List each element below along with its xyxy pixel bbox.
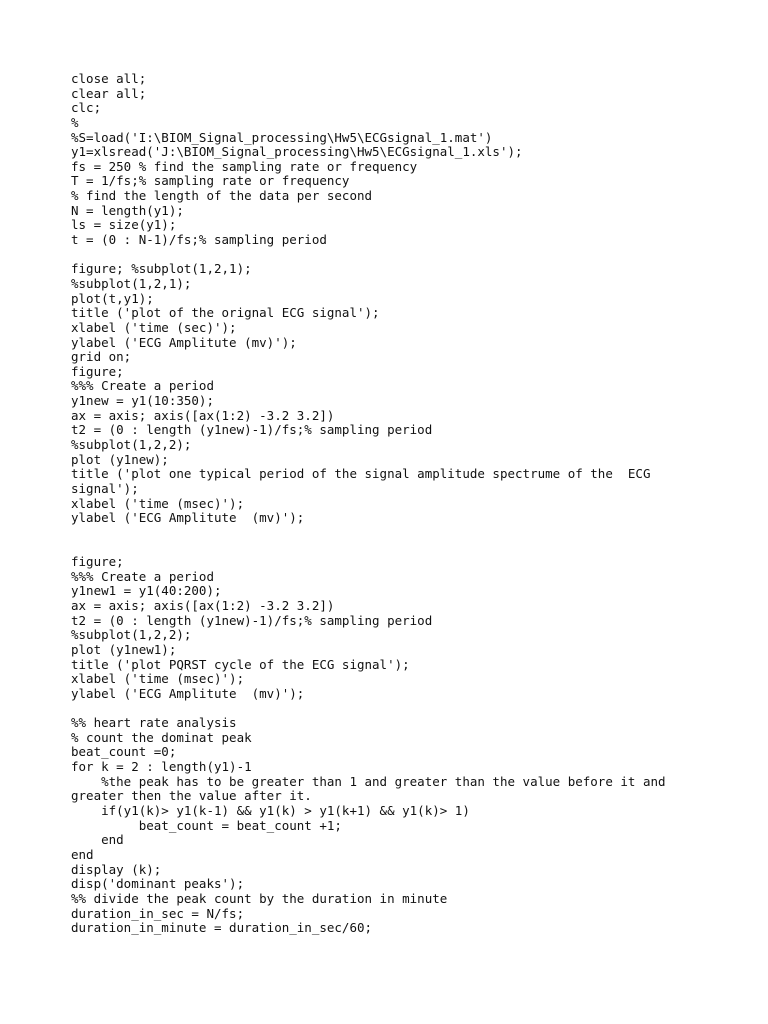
code-line: ylabel ('ECG Amplitute (mv)');	[71, 510, 305, 526]
code-line: title ('plot of the orignal ECG signal');	[71, 305, 380, 321]
code-line: %%% Create a period	[71, 378, 214, 394]
code-line: % count the dominat peak	[71, 729, 252, 745]
code-line: if(y1(k)> y1(k-1) && y1(k) > y1(k+1) && y1(k)> 1)	[71, 803, 470, 819]
code-line: figure;	[71, 363, 124, 379]
code-line	[71, 702, 711, 717]
code-line: figure; %subplot(1,2,1);	[71, 261, 252, 277]
code-line: y1=xlsread('J:\BIOM_Signal_processing\Hw5\ECGsignal_1.xls');	[71, 144, 523, 160]
code-line: fs = 250 % find the sampling rate or frequency	[71, 158, 418, 174]
code-line: %the peak has to be greater than 1 and greater than the value before it and	[71, 773, 666, 789]
code-line: title ('plot one typical period of the signal amplitude spectrume of the ECG	[71, 466, 651, 482]
code-line	[71, 526, 711, 541]
code-line: t = (0 : N-1)/fs;% sampling period	[71, 232, 327, 248]
code-line: ylabel ('ECG Amplitute (mv)');	[71, 685, 305, 701]
code-line: clear all;	[71, 85, 147, 101]
code-line: ax = axis; axis([ax(1:2) -3.2 3.2])	[71, 598, 335, 614]
code-line: %	[71, 114, 79, 130]
code-line: %subplot(1,2,2);	[71, 627, 192, 643]
code-line: for k = 2 : length(y1)-1	[71, 759, 252, 775]
code-line: title ('plot PQRST cycle of the ECG signal');	[71, 656, 410, 672]
code-line: T = 1/fs;% sampling rate or frequency	[71, 173, 350, 189]
code-line: %S=load('I:\BIOM_Signal_processing\Hw5\ECGsignal_1.mat')	[71, 129, 493, 145]
code-line: %subplot(1,2,2);	[71, 437, 192, 453]
code-line: %subplot(1,2,1);	[71, 275, 192, 291]
code-line: plot(t,y1);	[71, 290, 154, 306]
code-line: xlabel ('time (msec)');	[71, 495, 245, 511]
code-line: ylabel ('ECG Amplitute (mv)');	[71, 334, 297, 350]
code-line: beat_count = beat_count +1;	[71, 817, 342, 833]
code-line: duration_in_sec = N/fs;	[71, 905, 245, 921]
code-line: duration_in_minute = duration_in_sec/60;	[71, 920, 373, 936]
code-line: N = length(y1);	[71, 202, 184, 218]
code-line: grid on;	[71, 349, 132, 365]
code-line: y1new1 = y1(40:200);	[71, 583, 222, 599]
code-line: plot (y1new1);	[71, 641, 177, 657]
code-line: figure;	[71, 554, 124, 570]
code-line: %% divide the peak count by the duration in minute	[71, 890, 448, 906]
code-line: %%% Create a period	[71, 568, 214, 584]
code-line: xlabel ('time (msec)');	[71, 671, 245, 687]
code-line	[71, 248, 711, 263]
code-line: %% heart rate analysis	[71, 715, 237, 731]
code-line: y1new = y1(10:350);	[71, 393, 214, 409]
code-line	[71, 541, 711, 556]
code-line: ls = size(y1);	[71, 217, 177, 233]
code-line: signal');	[71, 480, 139, 496]
code-line: xlabel ('time (sec)');	[71, 319, 237, 335]
code-line: t2 = (0 : length (y1new)-1)/fs;% sampling period	[71, 612, 433, 628]
code-line: disp('dominant peaks');	[71, 876, 245, 892]
code-line: % find the length of the data per second	[71, 188, 373, 204]
code-line: display (k);	[71, 861, 162, 877]
code-line: end	[71, 832, 124, 848]
code-line: close all;	[71, 71, 147, 86]
code-line: greater then the value after it.	[71, 788, 312, 804]
code-listing	[71, 72, 711, 936]
code-line: plot (y1new);	[71, 451, 169, 467]
code-line: ax = axis; axis([ax(1:2) -3.2 3.2])	[71, 407, 335, 423]
code-line: t2 = (0 : length (y1new)-1)/fs;% sampling period	[71, 422, 433, 438]
code-line: clc;	[71, 100, 102, 116]
code-line: beat_count =0;	[71, 744, 177, 760]
code-line: end	[71, 846, 94, 862]
